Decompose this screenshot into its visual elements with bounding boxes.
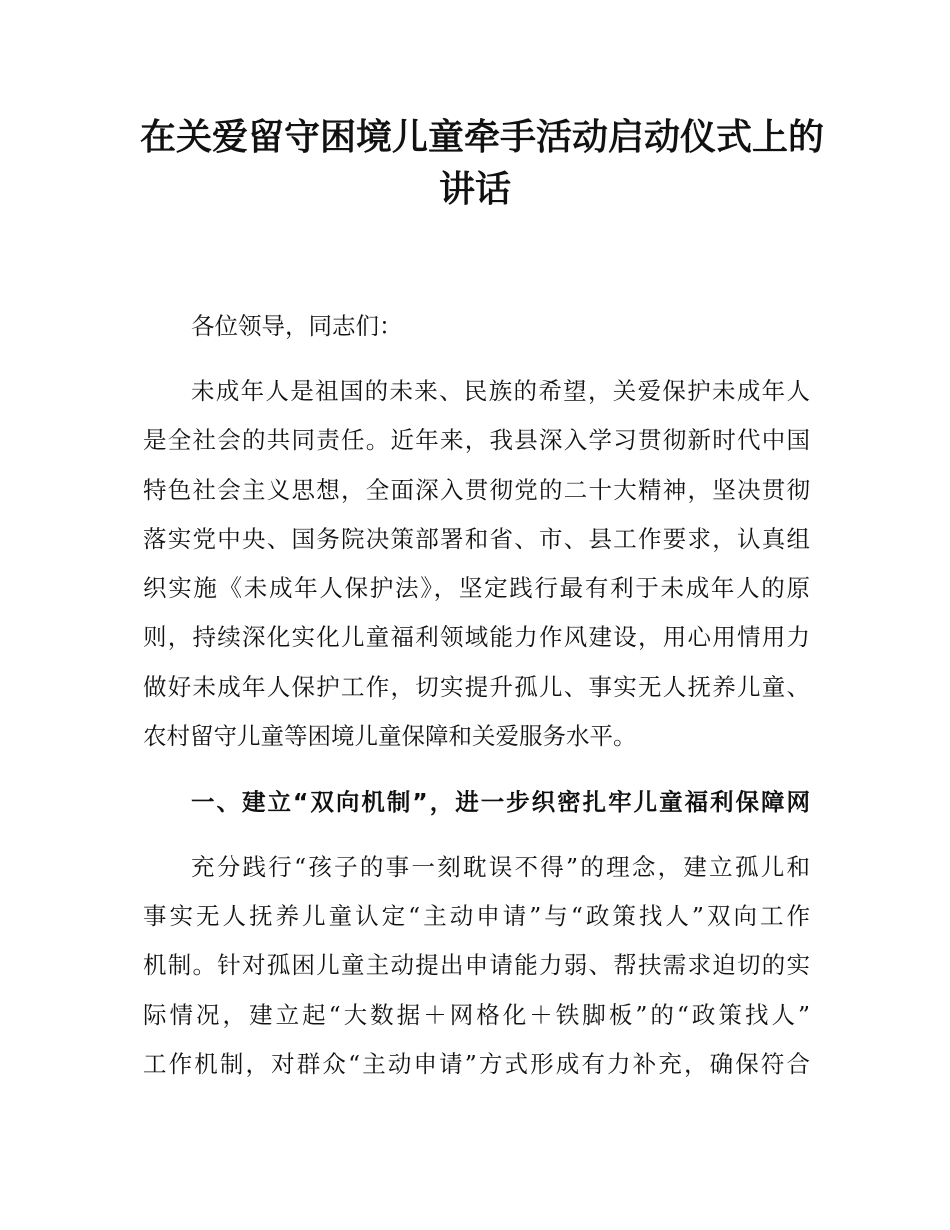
paragraph-line: 未成年人是祖国的未来、民族的希望，关爱保护未成年人 [191, 377, 810, 405]
paragraph-line: 工作机制，对群众“主动申请”方式形成有力补充，确保符合 [143, 1050, 810, 1078]
salutation: 各位领导，同志们： [191, 312, 403, 340]
paragraph-line: 落实党中央、国务院决策部署和省、市、县工作要求，认真组 [143, 525, 810, 553]
paragraph-line: 事实无人抚养儿童认定“主动申请”与“政策找人”双向工作 [143, 902, 810, 930]
paragraph-line: 织实施《未成年人保护法》，坚定践行最有利于未成年人的原 [143, 574, 810, 602]
title-line-1: 在关爱留守困境儿童牵手活动启动仪式上的 [140, 117, 825, 158]
paragraph-line: 机制。针对孤困儿童主动提出申请能力弱、帮扶需求迫切的实 [143, 951, 810, 979]
paragraph-line: 农村留守儿童等困境儿童保障和关爱服务水平。 [143, 722, 637, 750]
document-title [140, 112, 825, 216]
paragraph-line: 特色社会主义思想，全面深入贯彻党的二十大精神，坚决贯彻 [143, 476, 810, 504]
paragraph-line: 是全社会的共同责任。近年来，我县深入学习贯彻新时代中国 [143, 426, 810, 454]
title-line-2: 讲话 [438, 169, 511, 210]
paragraph-line: 际情况，建立起“大数据＋网格化＋铁脚板”的“政策找人” [143, 1001, 810, 1029]
paragraph-line: 充分践行“孩子的事一刻耽误不得”的理念，建立孤儿和 [191, 853, 810, 881]
paragraph-line: 则，持续深化实化儿童福利领域能力作风建设，用心用情用力 [143, 623, 810, 651]
section-heading-1: 一、建立“双向机制”，进一步织密扎牢儿童福利保障网 [191, 788, 810, 816]
paragraph-line: 做好未成年人保护工作，切实提升孤儿、事实无人抚养儿童、 [143, 673, 810, 701]
